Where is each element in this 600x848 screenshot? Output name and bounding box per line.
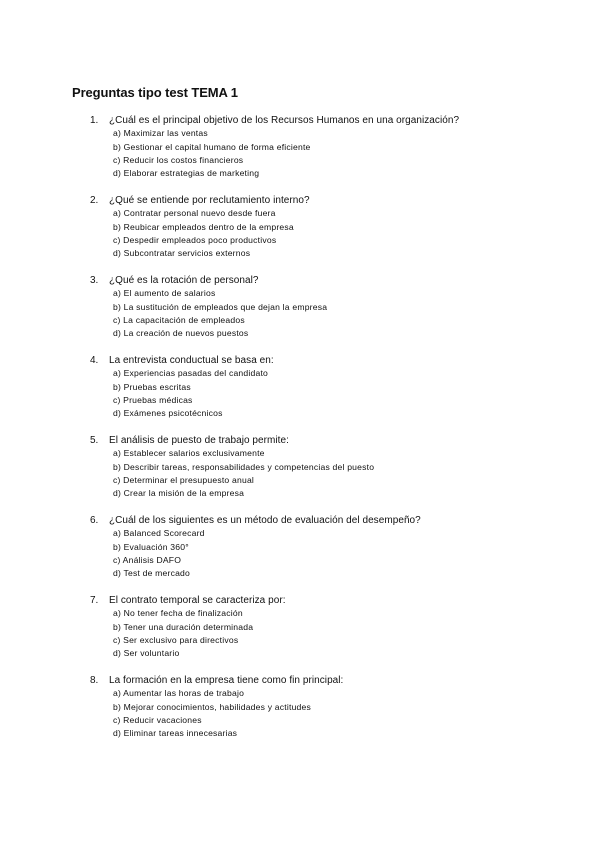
answer-option-d: d) La creación de nuevos puestos xyxy=(113,328,249,338)
question-text: La formación en la empresa tiene como fin principal: xyxy=(109,675,344,686)
answer-option-c: c) Despedir empleados poco productivos xyxy=(113,235,277,245)
answer-option-c: c) Pruebas médicas xyxy=(113,395,193,405)
answer-option-d: d) Exámenes psicotécnicos xyxy=(113,408,223,418)
answer-option-b: b) Gestionar el capital humano de forma eficiente xyxy=(113,142,311,152)
answer-option-d: d) Eliminar tareas innecesarias xyxy=(113,728,238,738)
question-text: El análisis de puesto de trabajo permite: xyxy=(109,435,289,446)
answer-option-c: c) Reducir vacaciones xyxy=(113,715,202,725)
answer-option-b: b) Tener una duración determinada xyxy=(113,622,254,632)
question-text: ¿Qué se entiende por reclutamiento interno? xyxy=(109,195,310,206)
answer-option-b: b) Evaluación 360° xyxy=(113,542,189,552)
answer-option-d: d) Elaborar estrategias de marketing xyxy=(113,168,260,178)
answer-option-b: b) Reubicar empleados dentro de la empresa xyxy=(113,222,294,232)
answer-option-c: c) Ser exclusivo para directivos xyxy=(113,635,239,645)
question-number: 1. xyxy=(90,115,99,126)
answer-option-b: b) Describir tareas, responsabilidades y competencias del puesto xyxy=(113,462,375,472)
document-title: Preguntas tipo test TEMA 1 xyxy=(72,85,238,100)
answer-option-b: b) Mejorar conocimientos, habilidades y actitudes xyxy=(113,702,312,712)
answer-option-d: d) Subcontratar servicios externos xyxy=(113,248,251,258)
answer-option-d: d) Test de mercado xyxy=(113,568,191,578)
answer-option-a: a) Aumentar las horas de trabajo xyxy=(113,688,245,698)
answer-option-c: c) Reducir los costos financieros xyxy=(113,155,244,165)
question-number: 5. xyxy=(90,435,99,446)
answer-option-a: a) Maximizar las ventas xyxy=(113,128,208,138)
question-text: ¿Cuál de los siguientes es un método de evaluación del desempeño? xyxy=(109,515,421,526)
answer-option-d: d) Crear la misión de la empresa xyxy=(113,488,245,498)
answer-option-c: c) Análisis DAFO xyxy=(113,555,182,565)
question-text: La entrevista conductual se basa en: xyxy=(109,355,274,366)
question-number: 3. xyxy=(90,275,99,286)
answer-option-a: a) Experiencias pasadas del candidato xyxy=(113,368,269,378)
question-number: 8. xyxy=(90,675,99,686)
answer-option-a: a) Balanced Scorecard xyxy=(113,528,205,538)
answer-option-a: a) No tener fecha de finalización xyxy=(113,608,243,618)
answer-option-a: a) El aumento de salarios xyxy=(113,288,216,298)
question-text: ¿Cuál es el principal objetivo de los Recursos Humanos en una organización? xyxy=(109,115,460,126)
question-number: 2. xyxy=(90,195,99,206)
question-number: 4. xyxy=(90,355,99,366)
answer-option-d: d) Ser voluntario xyxy=(113,648,180,658)
answer-option-c: c) Determinar el presupuesto anual xyxy=(113,475,255,485)
answer-option-a: a) Establecer salarios exclusivamente xyxy=(113,448,265,458)
question-text: ¿Qué es la rotación de personal? xyxy=(109,275,259,286)
answer-option-b: b) La sustitución de empleados que dejan la empresa xyxy=(113,302,328,312)
answer-option-b: b) Pruebas escritas xyxy=(113,382,191,392)
answer-option-a: a) Contratar personal nuevo desde fuera xyxy=(113,208,276,218)
answer-option-c: c) La capacitación de empleados xyxy=(113,315,245,325)
question-text: El contrato temporal se caracteriza por: xyxy=(109,595,286,606)
question-number: 7. xyxy=(90,595,99,606)
question-number: 6. xyxy=(90,515,99,526)
